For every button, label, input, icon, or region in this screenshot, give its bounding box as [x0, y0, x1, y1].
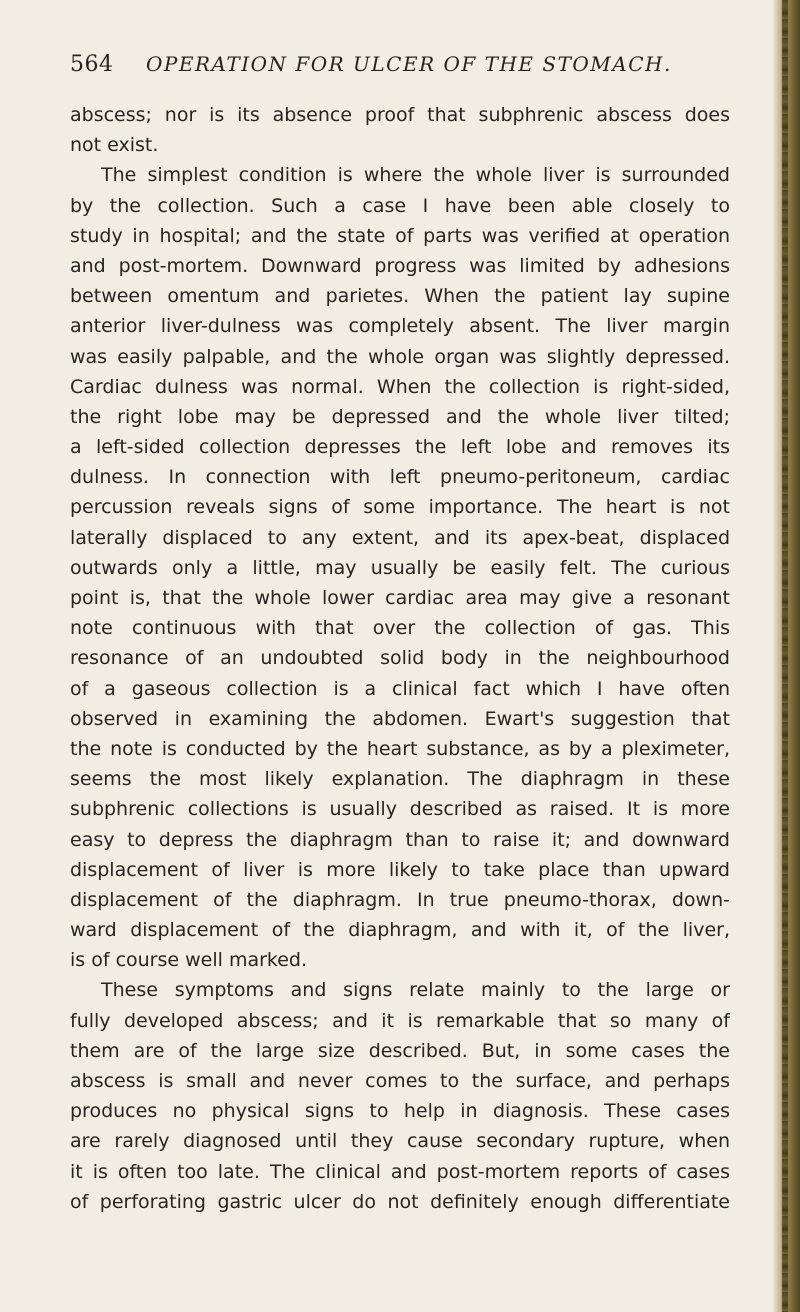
text-line: the note is conducted by the heart substance, as by a pleximeter,	[70, 737, 730, 760]
text-line: note continuous with that over the collection of gas. This	[70, 617, 730, 640]
text-line: dulness. In connection with left pneumo-peritoneum, cardiac	[70, 466, 730, 489]
text-line: subphrenic collections is usually described as raised. It is more	[70, 798, 730, 821]
text-line: it is often too late. The clinical and post-mortem reports of cases	[70, 1160, 730, 1183]
text-line: The simplest condition is where the whole liver is surrounded	[101, 164, 730, 187]
body-text	[70, 100, 730, 1217]
text-line: and post-mortem. Downward progress was limited by adhesions	[70, 254, 730, 277]
text-line: of a gaseous collection is a clinical fact which I have often	[70, 677, 730, 700]
text-line: These symptoms and signs relate mainly to the large or	[101, 979, 730, 1002]
text-line: produces no physical signs to help in diagnosis. These cases	[70, 1100, 730, 1123]
text-line: study in hospital; and the state of parts was verified at operation	[70, 224, 730, 247]
text-line: not exist.	[70, 134, 159, 157]
text-line: was easily palpable, and the whole organ was slightly depressed.	[70, 345, 730, 368]
text-line: anterior liver-dulness was completely absent. The liver margin	[70, 315, 730, 338]
text-line: displacement of the diaphragm. In true pneumo-thorax, down-	[70, 888, 730, 911]
running-title: OPERATION FOR ULCER OF THE STOMACH.	[146, 52, 672, 76]
text-line: between omentum and parietes. When the patient lay supine	[70, 285, 730, 308]
text-line: them are of the large size described. But, in some cases the	[70, 1039, 730, 1062]
text-line: is of course well marked.	[70, 949, 308, 972]
text-line: a left-sided collection depresses the left lobe and removes its	[70, 436, 730, 459]
page-number: 564	[70, 52, 114, 77]
text-line: percussion reveals signs of some importance. The heart is not	[70, 496, 730, 519]
text-line: abscess is small and never comes to the surface, and perhaps	[70, 1070, 730, 1092]
text-line: the right lobe may be depressed and the whole liver tilted;	[70, 405, 730, 428]
text-line: abscess; nor is its absence proof that subphrenic abscess does	[70, 104, 730, 126]
text-line: point is, that the whole lower cardiac area may give a resonant	[70, 587, 730, 609]
text-line: resonance of an undoubted solid body in the neighbourhood	[70, 647, 730, 670]
page-header	[70, 52, 730, 82]
text-line: of perforating gastric ulcer do not definitely enough differentiate	[70, 1190, 730, 1213]
text-line: by the collection. Such a case I have been able closely to	[70, 194, 730, 217]
text-line: are rarely diagnosed until they cause secondary rupture, when	[70, 1130, 730, 1153]
text-line: observed in examining the abdomen. Ewart's suggestion that	[70, 707, 730, 730]
text-line: fully developed abscess; and it is remarkable that so many of	[70, 1009, 730, 1032]
text-line: displacement of liver is more likely to take place than upward	[70, 858, 730, 881]
text-line: seems the most likely explanation. The diaphragm in these	[70, 768, 730, 791]
text-line: easy to depress the diaphragm than to raise it; and downward	[70, 828, 730, 851]
page-binding-edge	[782, 0, 788, 1312]
text-line: Cardiac dulness was normal. When the collection is right-sided,	[70, 375, 730, 398]
text-line: outwards only a little, may usually be easily felt. The curious	[70, 556, 730, 579]
text-line: ward displacement of the diaphragm, and with it, of the liver,	[70, 919, 730, 942]
text-line: laterally displaced to any extent, and its apex-beat, displaced	[70, 526, 730, 549]
